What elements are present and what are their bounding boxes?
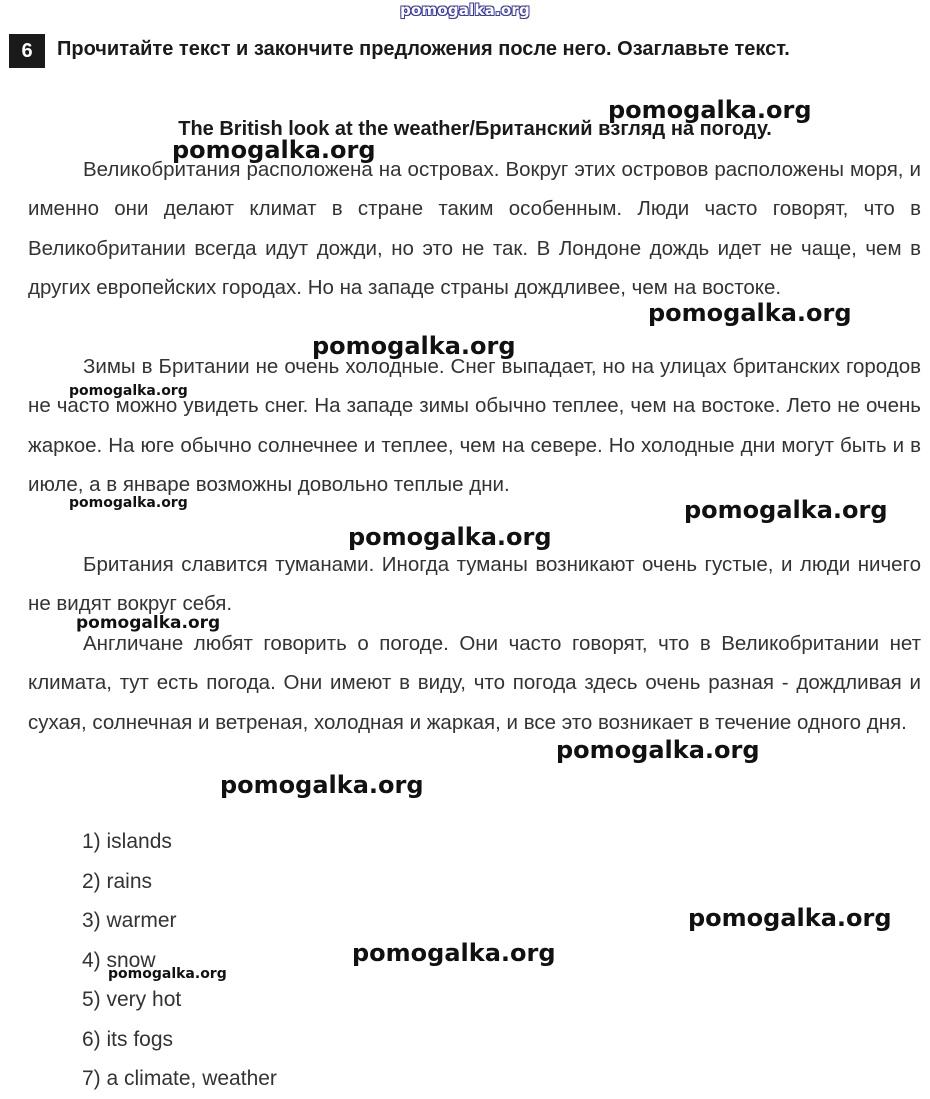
watermark: pomogalka.org xyxy=(108,966,227,982)
watermark: pomogalka.org xyxy=(608,96,812,124)
site-header-watermark: pomogalka.org xyxy=(400,1,530,19)
answer-item: 3) warmer xyxy=(82,909,177,932)
answer-item: 4) snow xyxy=(82,948,156,972)
paragraph-2: Зимы в Британии не очень холодные. Снег выпадает, но на улицах британских городов не часто можно увидеть снег. На западе зимы обычно теплее, чем на востоке. Лето не очень жаркое. На юге обычно солнечнее и теплее, чем на севере. Но холодные дни могут быть и в июле, а в январе возможны довольно теплые дни. xyxy=(28,355,921,497)
watermark: pomogalka.org xyxy=(348,523,552,551)
answer-item: 7) a climate, weather xyxy=(82,1067,277,1090)
watermark: pomogalka.org xyxy=(69,495,188,511)
watermark: pomogalka.org xyxy=(688,904,892,932)
paragraph-3: Британия славится туманами. Иногда туманы возникают очень густые, и люди ничего не видят вокруг себя. xyxy=(28,553,921,616)
answer-item: 2) rains xyxy=(82,869,153,893)
watermark: pomogalka.org xyxy=(648,299,852,327)
paragraph-1: Великобритания расположена на островах. Вокруг этих островов расположены моря, и именно они делают климат в стране таким особенным. Люди часто говорят, что в Великобритании всегда идут дожди, но это не так. В Лондоне дождь идет не чаще, чем в других европейских городах. Но на западе страны дождливее, чем на востоке. xyxy=(28,158,921,300)
paragraph-4: Англичане любят говорить о погоде. Они часто говорят, что в Великобритании нет климата, тут есть погода. Они имеют в виду, что погода здесь очень разная - дождливая и сухая, солнечная и ветреная, холодная и жаркая, и все это возникает в течение одного дня. xyxy=(28,632,921,734)
watermark: pomogalka.org xyxy=(684,496,888,524)
watermark: pomogalka.org xyxy=(312,332,516,360)
watermark: pomogalka.org xyxy=(556,736,760,764)
task-number-badge: 6 xyxy=(9,34,45,68)
task-instruction: Прочитайте текст и закончите предложения после него. Озаглавьте текст. xyxy=(57,38,790,60)
text-title: The British look at the weather/Британский взгляд на погоду. xyxy=(178,118,772,140)
answer-item: 6) its fogs xyxy=(82,1027,174,1051)
watermark: pomogalka.org xyxy=(220,771,424,799)
watermark: pomogalka.org xyxy=(172,136,376,164)
watermark: pomogalka.org xyxy=(352,939,556,967)
watermark: pomogalka.org xyxy=(69,383,188,399)
answers-list xyxy=(82,822,277,1099)
watermark: pomogalka.org xyxy=(76,613,221,633)
answer-item: 1) islands xyxy=(82,830,172,853)
answer-item: 5) very hot xyxy=(82,988,182,1011)
